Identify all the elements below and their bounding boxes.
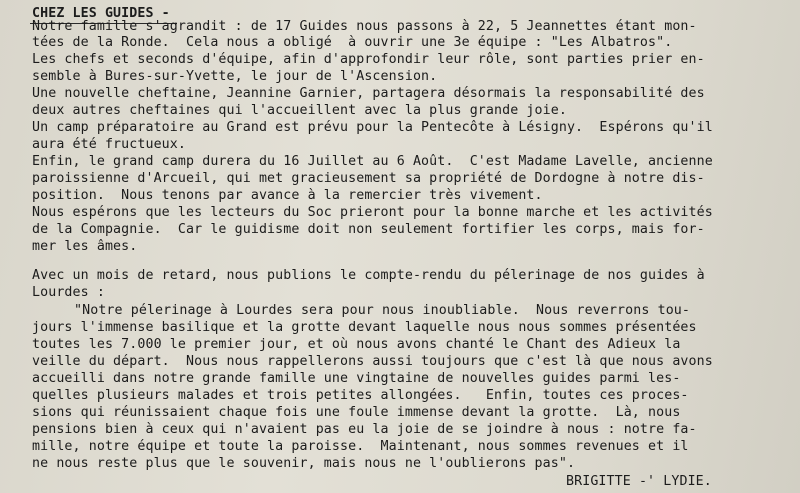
text-line: Les chefs et seconds d'équipe, afin d'approfondir leur rôle, sont parties prier en-	[32, 52, 705, 67]
text-line: semble à Bures-sur-Yvette, le jour de l'Ascension.	[32, 69, 438, 84]
quote-line: pensions bien à ceux qui n'avaient pas eu la joie de se joindre à nous : notre fa-	[32, 422, 697, 437]
quote-line: accueilli dans notre grande famille une vingtaine de nouvelles guides parmi les-	[32, 371, 681, 386]
text-line: Notre famille s'agrandit : de 17 Guides nous passons à 22, 5 Jeannettes étant mon-	[32, 19, 697, 34]
text-line: Un camp préparatoire au Grand est prévu pour la Pentecôte à Lésigny. Espérons qu'il	[32, 120, 713, 135]
text-line: Lourdes :	[32, 285, 105, 300]
text-line: paroissienne d'Arcueil, qui met gracieusement sa propriété de Dordogne à notre dis-	[32, 171, 705, 186]
quote-line: quelles plusieurs malades et trois petites allongées. Enfin, toutes ces proces-	[32, 388, 689, 403]
quote-line: jours l'immense basilique et la grotte devant laquelle nous nous sommes présentées	[32, 320, 697, 335]
document-title: CHEZ LES GUIDES -	[32, 6, 170, 21]
text-line: Enfin, le grand camp durera du 16 Juillet au 6 Août. C'est Madame Lavelle, ancienne	[32, 154, 713, 169]
text-line: Une nouvelle cheftaine, Jeannine Garnier, partagera désormais la responsabilité des	[32, 86, 705, 101]
text-line: de la Compagnie. Car le guidisme doit non seulement fortifier les corps, mais for-	[32, 222, 705, 237]
quote-line: veille du départ. Nous nous rappellerons aussi toujours que c'est là que nous avons	[32, 354, 713, 369]
quote-line: "Notre pélerinage à Lourdes sera pour nous inoubliable. Nous reverrons tou-	[74, 303, 691, 318]
signature: BRIGITTE -' LYDIE.	[566, 474, 712, 489]
text-line: Nous espérons que les lecteurs du Soc prieront pour la bonne marche et les activités	[32, 205, 713, 220]
text-line: Avec un mois de retard, nous publions le compte-rendu du pélerinage de nos guides à	[32, 268, 705, 283]
text-line: position. Nous tenons par avance à la remercier très vivement.	[32, 188, 543, 203]
quote-line: toutes les 7.000 le premier jour, et où nous avons chanté le Chant des Adieux la	[32, 337, 681, 352]
text-line: tées de la Ronde. Cela nous a obligé à ouvrir une 3e équipe : "Les Albatros".	[32, 35, 673, 50]
quote-line: ne nous reste plus que le souvenir, mais nous ne l'oublierons pas".	[32, 456, 576, 471]
text-line: deux autres cheftaines qui l'accueillent avec la plus grande joie.	[32, 103, 567, 118]
quote-line: sions qui réunissaient chaque fois une foule immense devant la grotte. Là, nous	[32, 405, 681, 420]
text-line: aura été fructueux.	[32, 137, 187, 152]
quote-line: mille, notre équipe et toute la paroisse. Maintenant, nous sommes revenues et il	[32, 439, 689, 454]
text-line: mer les âmes.	[32, 239, 138, 254]
